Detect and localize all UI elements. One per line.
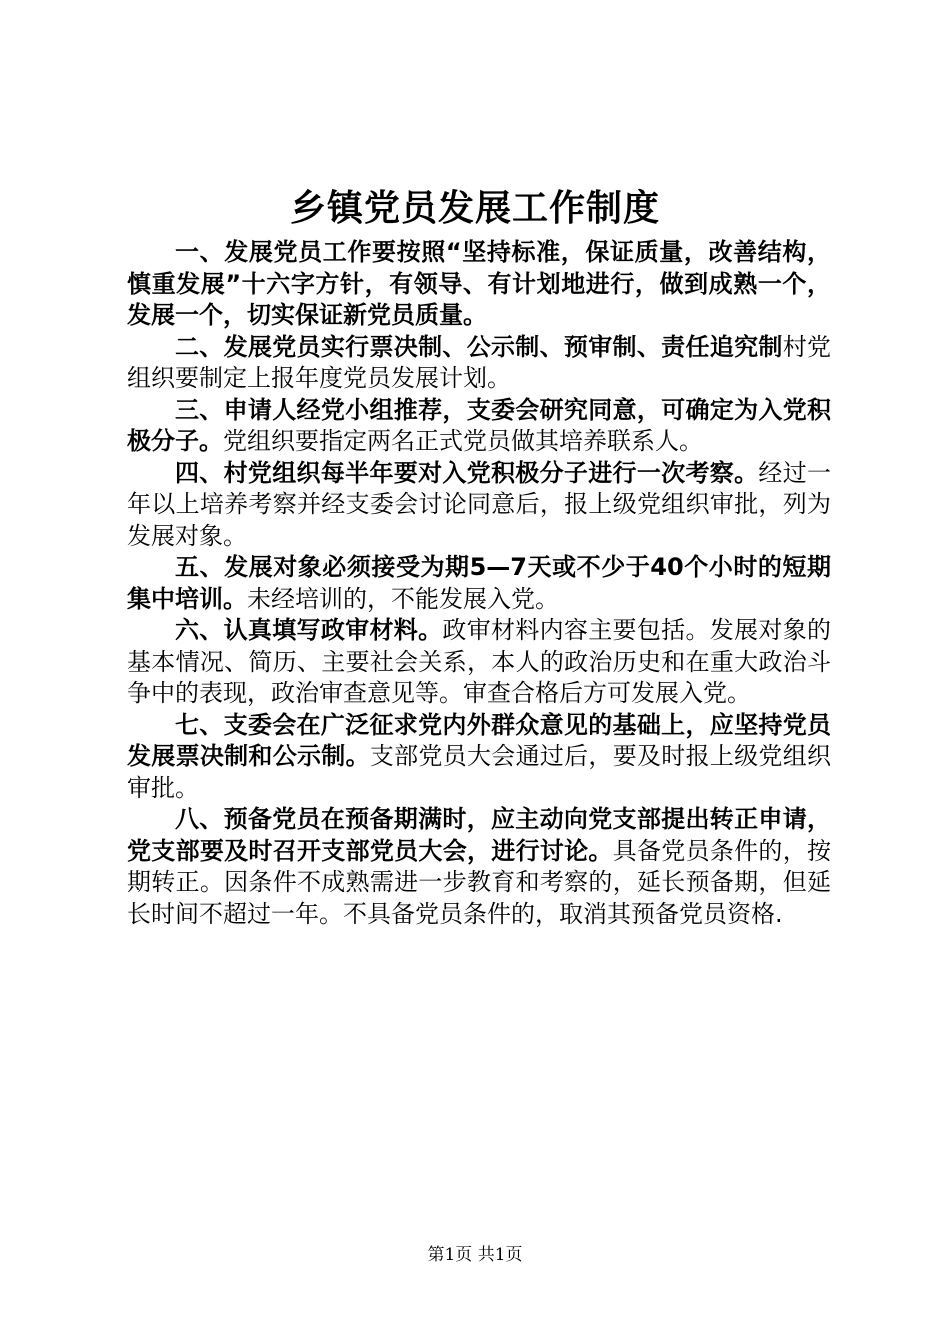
- paragraph-text: 未经培训的，不能发展入党。: [247, 584, 559, 613]
- paragraph-7: [127, 710, 831, 805]
- document-title: 乡镇党员发展工作制度: [289, 188, 660, 229]
- paragraph-text: 具备党员条件的，按期转正。因条件不成熟需进一步教育和考察的，延长预备期，但延长时间不超过一年。不具备党员条件的，取消其预备党员资格.: [127, 836, 832, 928]
- paragraph-text: 党组织要指定两名正式党员做其培养联系人。: [223, 427, 703, 455]
- paragraph-lead: 五、发展对象必须接受为期5—7天或不少于40个小时的短期集中培训。: [127, 553, 831, 613]
- paragraph-lead: 八、预备党员在预备期满时，应主动向党支部提出转正申请，党支部要及时召开支部党员大会，进行讨论。: [127, 805, 831, 865]
- paragraph-text: 政审材料内容主要包括。发展对象的基本情况、简历、主要社会关系，本人的政治历史和在重大政治斗争中的表现，政治审查意见等。审查合格后方可发展入党。: [127, 616, 832, 707]
- paragraph-text: 村党组织要制定上报年度党员发展计划。: [127, 332, 832, 392]
- page-number: 第1页 共1页: [427, 1245, 523, 1265]
- paragraph-4: [127, 458, 831, 553]
- paragraph-1: [127, 237, 831, 332]
- paragraph-lead: 六、认真填写政审材料。: [175, 616, 443, 644]
- paragraph-6: [127, 615, 831, 710]
- paragraph-text: 经过一年以上培养考察并经支委会讨论同意后，报上级党组织审批，列为发展对象。: [127, 458, 832, 550]
- paragraph-lead: 四、村党组织每半年要对入党积极分子进行一次考察。: [175, 458, 759, 487]
- paragraph-lead: 二、发展党员实行票决制、公示制、预审制、责任追究制: [175, 332, 783, 361]
- paragraph-text: 支部党员大会通过后，要及时报上级党组织审批。: [127, 742, 832, 802]
- paragraph-8: [127, 804, 831, 930]
- paragraph-lead: 七、支委会在广泛征求党内外群众意见的基础上，应坚持党员发展票决制和公示制。: [127, 710, 831, 770]
- paragraph-3: [127, 395, 831, 458]
- document-body: [127, 237, 831, 930]
- paragraph-lead: 三、申请人经党小组推荐，支委会研究同意，可确定为入党积极分子。: [127, 395, 831, 455]
- paragraph-lead: 一、发展党员工作要按照“坚持标准，保证质量，改善结构，慎重发展”十六字方针，有领导、有计划地进行，做到成熟一个，发展一个，切实保证新党员质量。: [127, 238, 831, 329]
- paragraph-2: [127, 332, 831, 395]
- paragraph-5: [127, 552, 831, 615]
